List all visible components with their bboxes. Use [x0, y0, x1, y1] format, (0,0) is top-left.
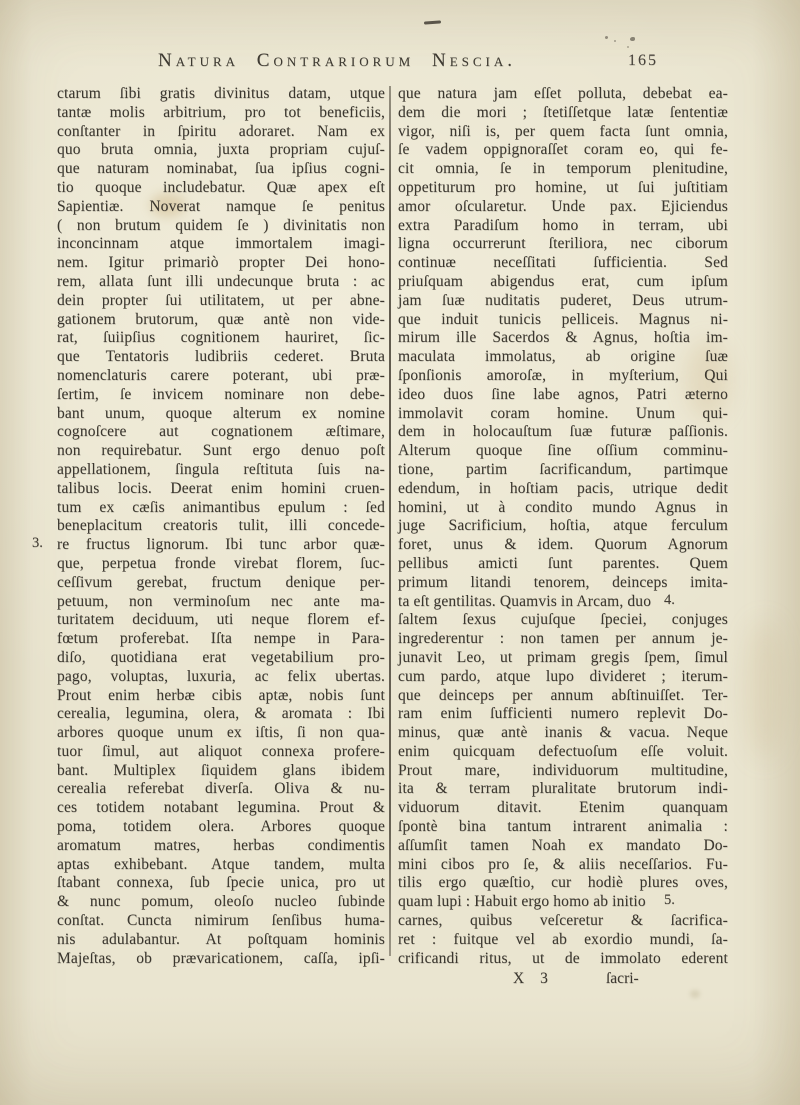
text-line: ſe vadem oppignoraſſet coram eo, qui fe-	[398, 141, 728, 159]
text-line: junavit Leo, ut primam gregis ſpem, ſimul	[398, 648, 728, 666]
text-line: talibus locis. Deerat enim homini cruen-	[57, 479, 385, 497]
text-line: aromatum matres, herbas condimentis	[57, 836, 385, 854]
text-line: juge Sacrificium, hoſtia, atque ferculum	[398, 517, 728, 535]
ink-speck	[605, 36, 609, 40]
text-line: pago, voluptas, luxuria, ac felix ubertas.	[57, 667, 385, 685]
text-line: ta eſt gentilitas. Quamvis in Arcam, duo	[398, 592, 652, 610]
text-line: ( non brutum quidem ſe ) divinitatis non	[57, 216, 385, 234]
text-line: ſaltem ſexus cujuſque ſpeciei, conjuges	[398, 611, 728, 629]
text-line: appellationem, ſingula reſtituta ſuis na-	[57, 460, 385, 478]
text-line: & nunc pomum, oleoſo nucleo ſubinde	[57, 893, 385, 911]
text-line: nem. Igitur primariò propter Dei hono-	[57, 254, 385, 272]
text-line: aſſumſit tamen Noah ex mandato Do-	[398, 836, 728, 854]
text-line: conſtat. Cuncta nimirum ſenſibus huma-	[57, 912, 385, 930]
ink-speck	[630, 37, 635, 41]
text-line: ctarum ſibi gratis divinitus datam, utque	[57, 85, 385, 102]
text-line: Alterum quoque ſine oſſium comminu-	[398, 442, 728, 460]
text-line: Prout enim herbæ cibis aptæ, nobis ſunt	[57, 686, 385, 704]
text-line: ſponſionis amoroſæ, in myſterium, Qui	[398, 366, 728, 384]
text-line: tuor ſimul, aut aliquot connexa profere-	[57, 742, 385, 760]
catchword: ſacri-	[606, 970, 639, 987]
text-line: extra Paradiſum homo in terram, ubi	[398, 216, 728, 234]
text-line: que induit tunicis pelliceis. Magnus ni-	[398, 310, 728, 328]
text-line: ram enim ſufficienti numero replevit Do-	[398, 705, 728, 723]
text-line: mirum ille Sacerdos & Agnus, hoſtia im-	[398, 329, 728, 347]
text-line: primum litandi tenorem, deinceps imita-	[398, 573, 728, 591]
text-line: minus, quæ antè inanis & vacua. Neque	[398, 724, 728, 742]
text-line: oppetiturum pro homine, ut ſui juſtitiam	[398, 178, 728, 196]
ink-speck	[614, 40, 616, 42]
text-line: arbores quoque unum ex iſtis, ſi non qua-	[57, 724, 385, 742]
text-line: tilis ergo quæſtio, cur hodiè plures oves,	[398, 874, 728, 892]
text-line: viduorum ditavit. Etenim quanquam	[398, 799, 728, 817]
text-line: edendum, in hoſtiam pacis, utrique dedit	[398, 479, 728, 497]
running-title: Natura Contrariorum Nescia.	[157, 50, 517, 71]
ink-dash-artifact	[424, 20, 441, 24]
text-line: petuum, non verminoſum nec ante ma-	[57, 592, 385, 610]
text-line: poma, totidem olera. Arbores quoque	[57, 818, 385, 836]
text-line: gationem brutorum, quæ antè non vide-	[57, 310, 385, 328]
text-line: tum ex cæſis animantibus epulum : ſed	[57, 498, 385, 516]
text-line: que, perpetua fronde virebat florem, ſuc-	[57, 554, 385, 572]
page-number: 165	[628, 52, 658, 69]
margin-note: 3.	[32, 535, 43, 552]
text-line: bant unum, quoque alterum ex nomine	[57, 404, 385, 422]
text-line: non requirebatur. Sunt ergo denuo poſt	[57, 442, 385, 460]
text-line: que Tentatoris ludibriis cederet. Bruta	[57, 348, 385, 366]
text-line: dem in holocauſtum ſuæ futuræ paſſionis.	[398, 423, 728, 441]
paper-stain	[690, 990, 700, 998]
text-line: cit omnia, ſe in temporum plenitudine,	[398, 160, 728, 178]
text-line: pellibus amicti ſunt parentes. Quem	[398, 554, 728, 572]
text-line: ces totidem notabant legumina. Prout &	[57, 799, 385, 817]
signature-mark: X 3	[513, 970, 554, 987]
text-line: bant. Multiplex ſiquidem glans ibidem	[57, 761, 385, 779]
text-line: dem die mori ; ſtetiſſetque latæ ſententiæ	[398, 103, 728, 121]
text-line: nis adulabantur. At poſtquam hominis	[57, 930, 385, 948]
text-line: que natura jam eſſet polluta, debebat ea-	[398, 85, 728, 102]
text-line: Sapientiæ. Noverat namque ſe penitus	[57, 197, 385, 215]
text-line: cerealia referebat diverſa. Oliva & nu-	[57, 780, 385, 798]
text-line: rat, ſuiipſius cognitionem hauriret, ſic-	[57, 329, 385, 347]
text-line: carnes, quibus veſceretur & ſacrifica-	[398, 912, 728, 930]
text-line: tione, partim ſacrificandum, partimque	[398, 460, 728, 478]
text-line: dein propter ſui utilitatem, ut per abne-	[57, 291, 385, 309]
text-line: jam ſuæ nuditatis puderet, Deus utrum-	[398, 291, 728, 309]
text-line: Prout mare, individuorum multitudine,	[398, 761, 728, 779]
text-line: quam lupi : Habuit ergo homo ab initio	[398, 893, 646, 911]
text-line: ligna occurrerunt ſteriliora, nec ciborum	[398, 235, 728, 253]
text-line: aptas exhibebant. Atque tandem, multa	[57, 855, 385, 873]
text-line: maculata immolatus, ab origine ſuæ	[398, 348, 728, 366]
text-line: ret : fuitque vel ab exordio mundi, ſa-	[398, 930, 728, 948]
text-line: ingrederentur : non tamen per annum je-	[398, 630, 728, 648]
text-line: ſtabant connexa, ſub ſpecie unica, pro ut	[57, 874, 385, 892]
text-line: que naturam nominabat, ſua ipſius cogni-	[57, 160, 385, 178]
text-line: ſertim, ſe invicem nominare non debe-	[57, 385, 385, 403]
text-line: crificandi ritus, ut de immolato ederent	[398, 949, 728, 967]
text-line: homini, ut à condito mundo Agnus in	[398, 498, 728, 516]
text-line: ideo duos ſine labe agnos, Patri æterno	[398, 385, 728, 403]
text-line: foret, unus & idem. Quorum Agnorum	[398, 536, 728, 554]
text-line: nomenclaturis carere poterant, ubi præ-	[57, 366, 385, 384]
margin-note: 5.	[664, 892, 675, 909]
text-line: rem, allata ſunt illi undecunque bruta : ac	[57, 272, 385, 290]
text-line: re fructus lignorum. Ibi tunc arbor quæ-	[57, 536, 385, 554]
text-line: cognoſcere aut cognationem æſtimare,	[57, 423, 385, 441]
text-line: ceſſivum gerebat, fructum denique per-	[57, 573, 385, 591]
text-line: Majeſtas, ob prævaricationem, caſſa, ipſi-	[57, 949, 385, 967]
ink-speck	[627, 46, 629, 48]
text-line: fœtum proferebat. Iſta nempe in Para-	[57, 630, 385, 648]
text-line: enim quicquam defectuoſum eſſe voluit.	[398, 742, 728, 760]
text-line: inconcinnam atque immortalem imagi-	[57, 235, 385, 253]
text-line: vigor, niſi is, per quem facta ſunt omnia,	[398, 122, 728, 140]
text-column-left	[57, 85, 385, 968]
text-line: cum pardo, atque lupo divideret ; iterum-	[398, 667, 728, 685]
text-line: turitatem deciduum, uti neque florem ef-	[57, 611, 385, 629]
margin-note: 4.	[664, 591, 675, 608]
paper-stain	[744, 620, 784, 760]
text-line: quo bruta omnia, juxta propriam cujuſ-	[57, 141, 385, 159]
text-line: priuſquam abigendus erat, cum ipſum	[398, 272, 728, 290]
text-line: que deinceps per annum abſtinuiſſet. Ter-	[398, 686, 728, 704]
text-line: diſo, quotidiana erat vegetabilium pro-	[57, 648, 385, 666]
text-column-right	[398, 85, 728, 968]
text-line: immolavit coram homine. Unum qui-	[398, 404, 728, 422]
text-line: amor oſcularetur. Unde pax. Ejiciendus	[398, 197, 728, 215]
text-line: tio quoque includebatur. Quæ apex eſt	[57, 178, 385, 196]
text-line: tantæ molis arbitrium, pro tot beneficiis,	[57, 103, 385, 121]
text-line: conſtanter in ſpiritu adoraret. Nam ex	[57, 122, 385, 140]
text-line: ita & terram pluralitate brutorum indi-	[398, 780, 728, 798]
text-line: continuæ neceſſitati ſufficientia. Sed	[398, 254, 728, 272]
text-line: beneplacitum creatoris tulit, illi concede-	[57, 517, 385, 535]
column-divider	[389, 86, 391, 956]
text-line: ſpontè bina tantum intrarent animalia :	[398, 818, 728, 836]
text-line: mini cibos pro ſe, & aliis neceſſarios. Fu-	[398, 855, 728, 873]
text-line: cerealia, legumina, olera, & aromata : Ibi	[57, 705, 385, 723]
